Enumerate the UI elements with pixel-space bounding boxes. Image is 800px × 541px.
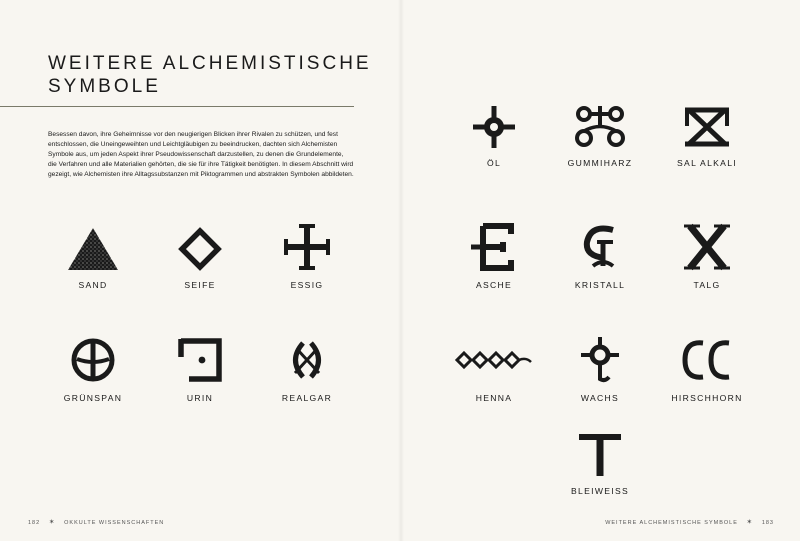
- footer-star-icon: ✶: [746, 519, 754, 526]
- symbol-label: HIRSCHHORN: [671, 393, 743, 403]
- double-c-icon: [282, 335, 332, 385]
- running-head-right: WEITERE ALCHEMISTISCHE SYMBOLE: [605, 520, 738, 526]
- page-number-right: 183: [761, 520, 774, 526]
- symbol-gummiharz: [545, 104, 655, 168]
- symbol-talg: [652, 222, 762, 290]
- symbol-henna: [439, 335, 549, 403]
- title-line-1: WEITERE ALCHEMISTISCHE: [48, 53, 372, 74]
- footer-right: [605, 518, 774, 526]
- page-title: [48, 52, 378, 98]
- t-serif-icon: [575, 432, 625, 478]
- square-dot-icon: [175, 335, 225, 385]
- circle-trident-icon: [68, 335, 118, 385]
- diamond-outline-icon: [177, 226, 223, 272]
- symbol-realgar: [252, 335, 362, 403]
- symbol-label: REALGAR: [281, 393, 333, 403]
- cross-patee-icon: [282, 222, 332, 272]
- cross-circle-icon: [471, 104, 517, 150]
- symbol-label: SAL ALKALI: [677, 158, 737, 168]
- symbol-essig: [252, 222, 362, 290]
- symbol-seife: [145, 226, 255, 290]
- symbol-label: BLEIWEISS: [570, 486, 630, 496]
- ring-chain-icon: [574, 104, 626, 150]
- symbol-label: WACHS: [580, 393, 620, 403]
- title-rule: [0, 106, 354, 107]
- symbol-kristall: [545, 222, 655, 290]
- symbol-label: HENNA: [475, 393, 513, 403]
- double-c-sans-icon: [679, 335, 735, 385]
- symbol-label: TALG: [693, 280, 721, 290]
- symbol-label: ÖL: [486, 158, 502, 168]
- hourglass-icon: [681, 104, 733, 150]
- symbol-label: ESSIG: [290, 280, 324, 290]
- symbol-hirschhorn: [652, 335, 762, 403]
- cross-hook-icon: [575, 335, 625, 385]
- symbol-asche: [439, 222, 549, 290]
- triangle-speckled-icon: [66, 226, 120, 272]
- symbol-label: ASCHE: [475, 280, 513, 290]
- page-number-left: 182: [28, 520, 41, 526]
- symbol-label: SEIFE: [184, 280, 216, 290]
- running-head-left: OKKULTE WISSENSCHAFTEN: [64, 520, 165, 526]
- diamond-chain-icon: [454, 335, 534, 385]
- intro-paragraph: Besessen davon, ihre Geheimnisse vor den neugierigen Blicken ihrer Rivalen zu schützen, und fest entschlossen, die Uneingeweihten und Leichtgläubigen zu beeindrucken, dachten sich Alchemisten Symbole aus, um jeden Aspekt ihrer Pseudowissenschaft darzustellen, zu denen die Grundelemente, die Verfahren und alle Materialien gehörten, die sie für ihre Tätigkeit benötigten. In diesem Abschnitt wird gezeigt, wie Alchemisten ihre Alltagssubstanzen mit Piktogrammen und abstrakten Symbolen abbildeten.: [48, 131, 354, 178]
- symbol-label: SAND: [78, 280, 108, 290]
- symbol-gruenspan: [38, 335, 148, 403]
- symbol-label: GRÜNSPAN: [63, 393, 123, 403]
- symbol-label: URIN: [186, 393, 214, 403]
- symbol-wachs: [545, 335, 655, 403]
- symbol-label: GUMMIHARZ: [567, 158, 633, 168]
- e-bar-icon: [469, 222, 519, 272]
- title-line-2: SYMBOLE: [48, 76, 161, 97]
- book-spine-shadow: [398, 0, 404, 541]
- symbol-sand: [38, 226, 148, 290]
- footer-star-icon: ✶: [48, 519, 56, 526]
- footer-left: [28, 518, 164, 526]
- symbol-bleiweiss: [545, 432, 655, 496]
- symbol-urin: [145, 335, 255, 403]
- symbol-sal-alkali: [652, 104, 762, 168]
- x-serif-icon: [682, 222, 732, 272]
- symbol-oel: [439, 104, 549, 168]
- symbol-label: KRISTALL: [574, 280, 626, 290]
- c-anchor-icon: [575, 222, 625, 272]
